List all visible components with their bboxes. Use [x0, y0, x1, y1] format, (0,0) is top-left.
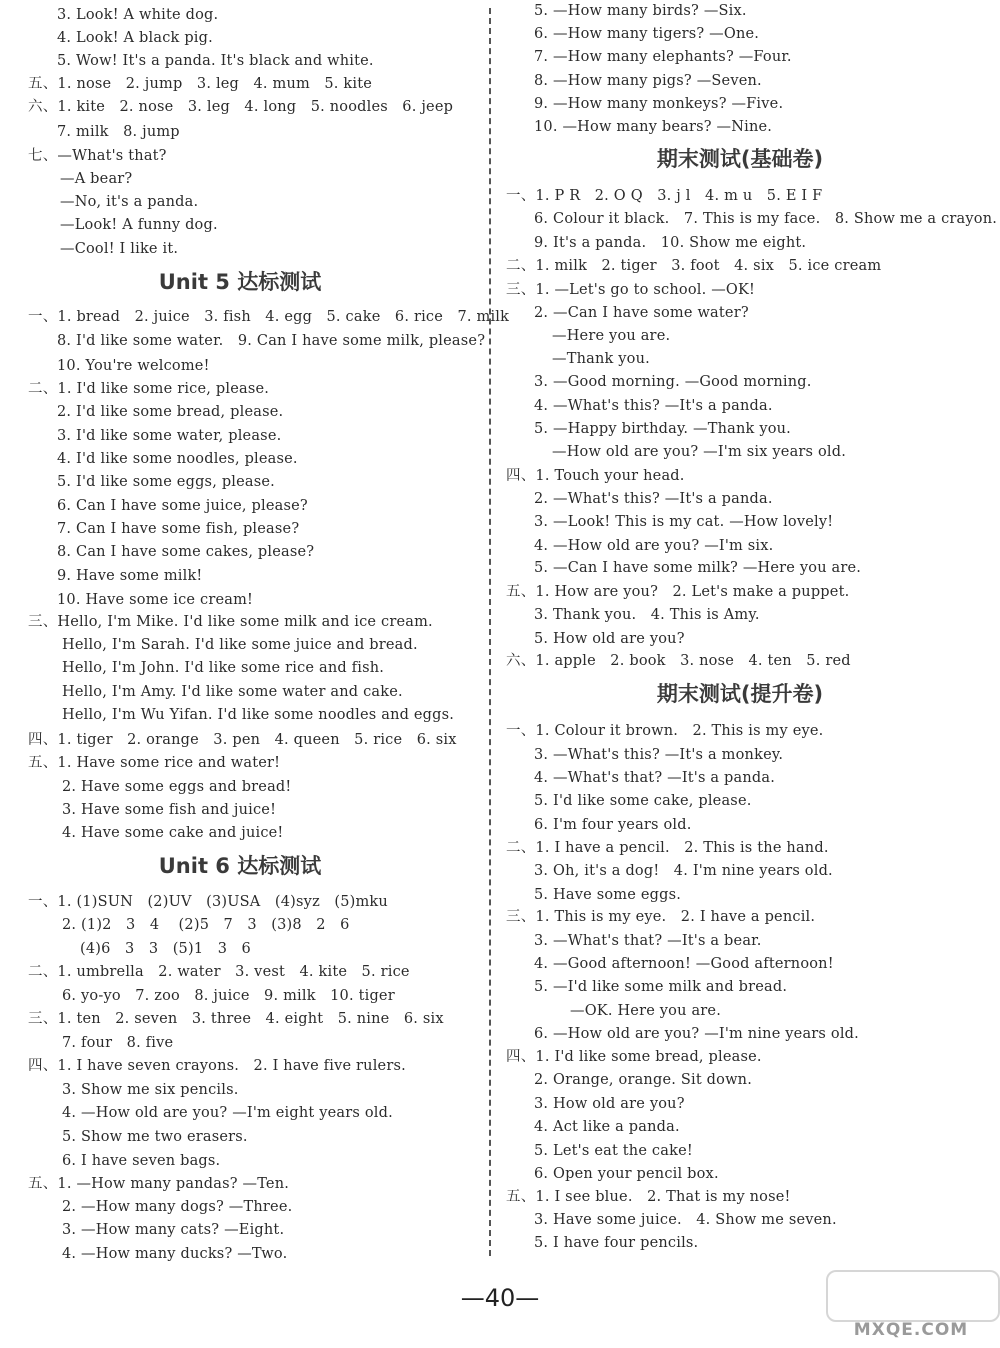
answer-line: 9. Have some milk! [57, 568, 203, 584]
column-divider [489, 8, 491, 1256]
answer-line: 3. Look! A white dog. [57, 7, 219, 23]
answer-line: 五、1. —How many pandas? —Ten. [28, 1176, 290, 1192]
answer-line: 3. How old are you? [534, 1096, 685, 1112]
answer-line: 2. (1)2 3 4 (2)5 7 3 (3)8 2 6 [62, 917, 350, 933]
answer-line: 8. Can I have some cakes, please? [57, 544, 315, 560]
answer-line: Hello, I'm John. I'd like some rice and fish. [62, 660, 385, 676]
answer-line: 4. —Good afternoon! —Good afternoon! [534, 956, 834, 972]
answer-line: 4. —How old are you? —I'm six. [534, 538, 774, 554]
answer-line: 9. It's a panda. 10. Show me eight. [534, 235, 807, 251]
answer-line: 4. I'd like some noodles, please. [57, 451, 298, 467]
answer-line: 10. Have some ice cream! [57, 592, 254, 608]
answer-line: 6. yo-yo 7. zoo 8. juice 9. milk 10. tiger [62, 988, 395, 1004]
answer-line: 9. —How many monkeys? —Five. [534, 96, 784, 112]
section-heading: Unit 5 达标测试 [158, 270, 322, 294]
answer-line: 7. four 8. five [62, 1035, 174, 1051]
answer-line: 3. I'd like some water, please. [57, 428, 282, 444]
answer-line: 3. —Look! This is my cat. —How lovely! [534, 514, 834, 530]
answer-line: Hello, I'm Wu Yifan. I'd like some noodles and eggs. [62, 707, 455, 723]
answer-line: 5. Let's eat the cake! [534, 1143, 693, 1159]
answer-line: 3. —How many cats? —Eight. [62, 1222, 285, 1238]
answer-line: 一、1. bread 2. juice 3. fish 4. egg 5. cake 6. rice 7. milk [28, 309, 510, 325]
answer-line: —How old are you? —I'm six years old. [552, 444, 847, 460]
answer-line: 四、1. tiger 2. orange 3. pen 4. queen 5. rice 6. six [28, 732, 457, 748]
answer-line: 五、1. Have some rice and water! [28, 755, 281, 771]
page-number: —40— [460, 1284, 540, 1312]
section-heading: 期末测试(提升卷) [656, 682, 824, 706]
answer-line: 4. Act like a panda. [534, 1119, 680, 1135]
answer-line: 2. —How many dogs? —Three. [62, 1199, 293, 1215]
answer-line: Hello, I'm Sarah. I'd like some juice and bread. [62, 637, 418, 653]
answer-line: 5. —Happy birthday. —Thank you. [534, 421, 791, 437]
answer-line: 5. I'd like some eggs, please. [57, 474, 275, 490]
answer-line: 5. —How many birds? —Six. [534, 3, 747, 19]
answer-line: 三、1. ten 2. seven 3. three 4. eight 5. nine 6. six [28, 1011, 444, 1027]
answer-line: 5. How old are you? [534, 631, 685, 647]
answer-line: 4. —What's that? —It's a panda. [534, 770, 776, 786]
answer-line: 二、1. umbrella 2. water 3. vest 4. kite 5. rice [28, 964, 410, 980]
answer-line: 10. —How many bears? —Nine. [534, 119, 773, 135]
answer-line: 5. Have some eggs. [534, 887, 682, 903]
answer-line: 4. —How old are you? —I'm eight years old. [62, 1105, 393, 1121]
answer-line: —Thank you. [552, 351, 650, 367]
answer-line: 6. Can I have some juice, please? [57, 498, 308, 514]
answer-line: 6. I have seven bags. [62, 1153, 221, 1169]
answer-line: 5. —I'd like some milk and bread. [534, 979, 788, 995]
answer-line: —Here you are. [552, 328, 671, 344]
answer-line: 5. Show me two erasers. [62, 1129, 248, 1145]
answer-line: 一、1. P R 2. O Q 3. j l 4. m u 5. E I F [506, 188, 823, 204]
answer-line: 3. Have some fish and juice! [62, 802, 277, 818]
answer-line: —Look! A funny dog. [60, 217, 218, 233]
answer-line: —A bear? [60, 171, 133, 187]
answer-line: 2. Have some eggs and bread! [62, 779, 292, 795]
answer-line: 3. Have some juice. 4. Show me seven. [534, 1212, 837, 1228]
answer-line: 6. Open your pencil box. [534, 1166, 719, 1182]
answer-line: 二、1. I have a pencil. 2. This is the hand. [506, 840, 829, 856]
answer-line: 三、Hello, I'm Mike. I'd like some milk and ice cream. [28, 614, 433, 630]
answer-line: 5. I have four pencils. [534, 1235, 699, 1251]
answer-line: 4. —What's this? —It's a panda. [534, 398, 773, 414]
answer-line: 二、1. milk 2. tiger 3. foot 4. six 5. ice cream [506, 258, 882, 274]
answer-line: 6. I'm four years old. [534, 817, 692, 833]
answer-line: 6. Colour it black. 7. This is my face. 8. Show me a crayon. [534, 211, 998, 227]
answer-line: 2. Orange, orange. Sit down. [534, 1072, 753, 1088]
answer-line: 3. —What's this? —It's a monkey. [534, 747, 784, 763]
answer-line: 4. Have some cake and juice! [62, 825, 284, 841]
answer-line: 2. —Can I have some water? [534, 305, 749, 321]
answer-line: (4)6 3 3 (5)1 3 6 [80, 941, 251, 957]
answer-line: Hello, I'm Amy. I'd like some water and cake. [62, 684, 403, 700]
answer-line: 五、1. nose 2. jump 3. leg 4. mum 5. kite [28, 76, 373, 92]
answer-line: 六、1. apple 2. book 3. nose 4. ten 5. red [506, 653, 851, 669]
answer-line: 7. —How many elephants? —Four. [534, 49, 792, 65]
answer-line: 4. Look! A black pig. [57, 30, 213, 46]
answer-line: 四、1. Touch your head. [506, 468, 685, 484]
answer-line: 7. Can I have some fish, please? [57, 521, 300, 537]
answer-line: 2. —What's this? —It's a panda. [534, 491, 773, 507]
answer-line: 4. —How many ducks? —Two. [62, 1246, 288, 1262]
answer-line: 8. I'd like some water. 9. Can I have some milk, please? [57, 333, 486, 349]
answer-line: 六、1. kite 2. nose 3. leg 4. long 5. noodles 6. jeep [28, 99, 454, 115]
answer-line: 五、1. How are you? 2. Let's make a puppet. [506, 584, 850, 600]
answer-line: 二、1. I'd like some rice, please. [28, 381, 270, 397]
watermark [826, 1270, 996, 1342]
watermark-logo-icon [826, 1270, 1000, 1322]
answer-line: 四、1. I'd like some bread, please. [506, 1049, 762, 1065]
answer-line: 3. —Good morning. —Good morning. [534, 374, 812, 390]
answer-line: 一、1. Colour it brown. 2. This is my eye. [506, 723, 824, 739]
answer-line: 三、1. —Let's go to school. —OK! [506, 282, 756, 298]
answer-line: —No, it's a panda. [60, 194, 199, 210]
answer-line: 三、1. This is my eye. 2. I have a pencil. [506, 909, 816, 925]
answer-line: 5. I'd like some cake, please. [534, 793, 752, 809]
answer-line: 一、1. (1)SUN (2)UV (3)USA (4)syz (5)mku [28, 894, 388, 910]
watermark-text: MXQE.COM [853, 1320, 969, 1340]
answer-line: 6. —How many tigers? —One. [534, 26, 760, 42]
answer-line: 8. —How many pigs? —Seven. [534, 73, 762, 89]
answer-line: 5. —Can I have some milk? —Here you are. [534, 560, 862, 576]
answer-line: —OK. Here you are. [570, 1003, 722, 1019]
answer-line: 3. Oh, it's a dog! 4. I'm nine years old. [534, 863, 833, 879]
answer-line: 五、1. I see blue. 2. That is my nose! [506, 1189, 791, 1205]
answer-line: 四、1. I have seven crayons. 2. I have five rulers. [28, 1058, 406, 1074]
answer-line: 10. You're welcome! [57, 358, 210, 374]
answer-line: 3. Thank you. 4. This is Amy. [534, 607, 760, 623]
answer-line: 7. milk 8. jump [57, 124, 180, 140]
answer-line: —Cool! I like it. [60, 241, 179, 257]
answer-line: 2. I'd like some bread, please. [57, 404, 284, 420]
answer-line: 3. Show me six pencils. [62, 1082, 239, 1098]
answer-line: 3. —What's that? —It's a bear. [534, 933, 762, 949]
answer-line: 6. —How old are you? —I'm nine years old. [534, 1026, 859, 1042]
section-heading: Unit 6 达标测试 [158, 854, 322, 878]
answer-line: 5. Wow! It's a panda. It's black and white. [57, 53, 374, 69]
section-heading: 期末测试(基础卷) [656, 147, 824, 171]
answer-line: 七、—What's that? [28, 148, 167, 164]
